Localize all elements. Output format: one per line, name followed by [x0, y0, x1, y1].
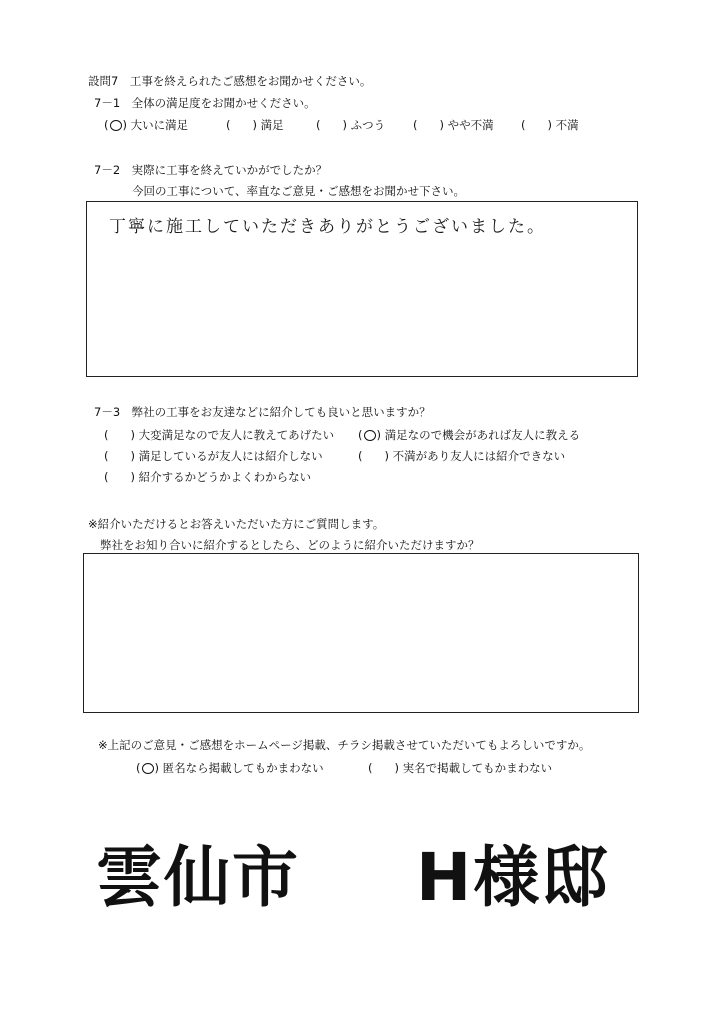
selected-circle-mark — [364, 430, 376, 441]
q7-1-option-2[interactable]: ( ) 満足 — [226, 118, 284, 132]
selected-circle-mark — [142, 763, 154, 774]
question-7-3-label: 7－3 弊社の工事をお友達などに紹介しても良いと思いますか？ — [94, 405, 431, 419]
q7-1-option-label: 大いに満足 — [130, 118, 189, 132]
publish-title: ※上記のご意見・ご感想をホームページ掲載、チラシ掲載させていただいてもよろしいですか。 — [98, 738, 591, 752]
q7-1-option-3[interactable]: ( ) ふつう — [316, 118, 386, 132]
q7-3-option-3[interactable]: ( ) 満足しているが友人には紹介しない — [104, 449, 323, 463]
q7-3-option-2[interactable]: ( ) 満足なので機会があれば友人に教える — [358, 428, 581, 442]
q7-3-option-label: 満足なので機会があれば友人に教える — [384, 428, 581, 442]
answer-box-referral[interactable] — [83, 553, 639, 713]
referral-title: ※紹介いただけるとお答えいただいた方にご質問します。 — [88, 517, 385, 531]
q7-3-option-label: 不満があり友人には紹介できない — [392, 449, 566, 463]
referral-sub: 弊社をお知り合いに紹介するとしたら、どのように紹介いただけますか？ — [100, 538, 480, 552]
publish-option-2[interactable]: ( ) 実名で掲載してもかまわない — [368, 761, 553, 775]
q7-3-option-label: 大変満足なので友人に教えてあげたい — [138, 428, 335, 442]
q7-1-option-1[interactable]: ( ) 大いに満足 — [104, 118, 189, 132]
q7-3-option-label: 満足しているが友人には紹介しない — [138, 449, 323, 463]
selected-circle-mark — [110, 120, 122, 131]
q7-1-option-label: 満足 — [260, 118, 284, 132]
answer-box-7-2[interactable] — [86, 201, 638, 377]
question-7-2-sub: 今回の工事について、率直なご意見・ご感想をお聞かせ下さい。 — [132, 184, 466, 198]
q7-1-option-4[interactable]: ( ) やや不満 — [413, 118, 494, 132]
footer-house: H様邸 — [416, 839, 610, 916]
q7-3-option-4[interactable]: ( ) 不満があり友人には紹介できない — [358, 449, 566, 463]
question-7-1-label: 7－1 全体の満足度をお聞かせください。 — [94, 96, 316, 110]
publish-option-label: 実名で掲載してもかまわない — [402, 761, 553, 775]
q7-1-option-label: 不満 — [555, 118, 579, 132]
question-7-2-label: 7－2 実際に工事を終えていかがでしたか？ — [94, 163, 328, 177]
q7-1-option-5[interactable]: ( ) 不満 — [521, 118, 579, 132]
publish-option-label: 匿名なら掲載してもかまわない — [162, 761, 324, 775]
q7-1-option-label: やや不満 — [447, 118, 494, 132]
q7-1-option-label: ふつう — [350, 118, 386, 132]
handwritten-answer: 丁寧に施工していただきありがとうございました。 — [109, 217, 546, 237]
q7-3-option-label: 紹介するかどうかよくわからない — [138, 470, 312, 484]
question-7-title: 設問7 工事を終えられたご感想をお聞かせください。 — [88, 74, 372, 88]
q7-3-option-5[interactable]: ( ) 紹介するかどうかよくわからない — [104, 470, 312, 484]
footer-city: 雲仙市 — [96, 839, 300, 916]
q7-3-option-1[interactable]: ( ) 大変満足なので友人に教えてあげたい — [104, 428, 335, 442]
publish-option-1[interactable]: ( ) 匿名なら掲載してもかまわない — [136, 761, 324, 775]
